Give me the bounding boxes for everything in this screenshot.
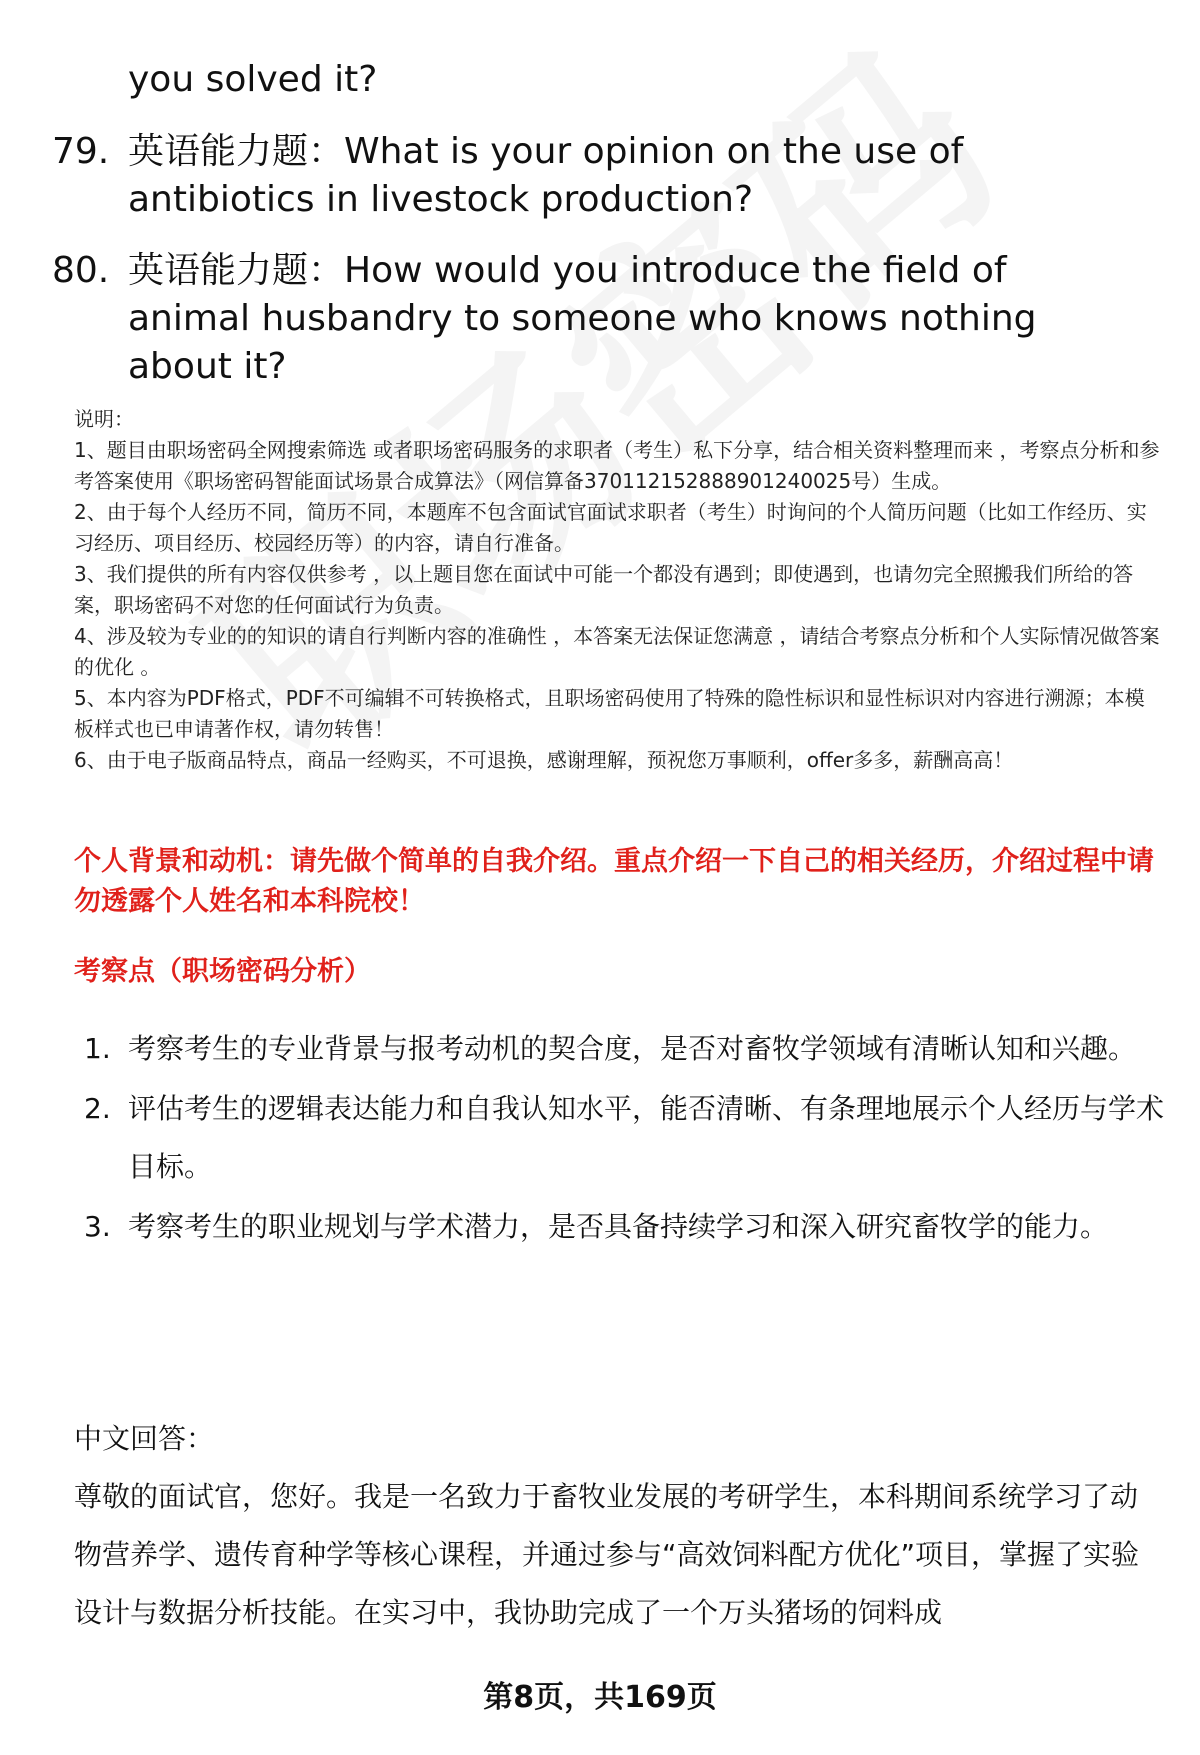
- answer-text: 尊敬的面试官，您好。我是一名致力于畜牧业发展的考研学生，本科期间系统学习了动物营养学、遗传育种学等核心课程，并通过参与“高效饲料配方优化”项目，掌握了实验设计与数据分析技能。在实习中，我协助完成了一个万头猪场的饲料成: [74, 1480, 1140, 1629]
- point-number: 1.: [84, 1032, 111, 1065]
- point-number: 3.: [84, 1210, 111, 1243]
- question-79: [52, 128, 1152, 228]
- question-number: 80.: [52, 250, 110, 291]
- analysis-point: [74, 1080, 1164, 1196]
- question-text: 英语能力题：How would you introduce the field of animal husbandry to someone who knows nothing about it?: [128, 250, 1037, 387]
- point-number: 2.: [84, 1092, 111, 1125]
- analysis-title: 考察点（职场密码分析）: [74, 956, 371, 987]
- answer-section: [74, 1410, 1164, 1642]
- note-item: 3、我们提供的所有内容仅供参考 ，以上题目您在面试中可能一个都没有遇到；即使遇到，也请勿完全照搬我们所给的答案，职场密码不对您的任何面试行为负责。: [74, 562, 1134, 617]
- question-text: 英语能力题：What is your opinion on the use of antibiotics in livestock production?: [128, 131, 964, 220]
- question-number: 79.: [52, 131, 110, 172]
- answer-title: 中文回答：: [74, 1422, 215, 1455]
- analysis-point: [74, 1020, 1164, 1078]
- notes-title: 说明：: [74, 407, 134, 431]
- page-footer: 第8页，共169页: [483, 1680, 717, 1715]
- note-item: 2、由于每个人经历不同，简历不同，本题库不包含面试官面试求职者（考生）时询问的个人简历问题（比如工作经历、实习经历、项目经历、校园经历等）的内容，请自行准备。: [74, 500, 1147, 555]
- note-item: 6、由于电子版商品特点，商品一经购买，不可退换，感谢理解，预祝您万事顺利，offer多多，薪酬高高！: [74, 748, 1014, 772]
- analysis-points-list: [74, 1020, 1164, 1258]
- disclaimer-notes: [74, 404, 1164, 776]
- analysis-point: [74, 1198, 1164, 1256]
- point-text: 评估考生的逻辑表达能力和自我认知水平，能否清晰、有条理地展示个人经历与学术目标。: [128, 1092, 1165, 1183]
- point-text: 考察考生的职业规划与学术潜力，是否具备持续学习和深入研究畜牧学的能力。: [128, 1210, 1109, 1243]
- question-78-continuation: you solved it?: [128, 59, 378, 100]
- section-question-heading: 个人背景和动机：请先做个简单的自我介绍。重点介绍一下自己的相关经历，介绍过程中请勿透露个人姓名和本科院校！: [74, 846, 1154, 917]
- note-item: 1、题目由职场密码全网搜索筛选 或者职场密码服务的求职者（考生）私下分享，结合相关资料整理而来 ，考察点分析和参考答案使用《职场密码智能面试场景合成算法》（网信算备370112152888901240025号）生成。: [74, 438, 1160, 493]
- point-text: 考察考生的专业背景与报考动机的契合度，是否对畜牧学领域有清晰认知和兴趣。: [128, 1032, 1137, 1065]
- question-80: [52, 247, 1152, 387]
- note-item: 5、本内容为PDF格式，PDF不可编辑不可转换格式，且职场密码使用了特殊的隐性标识和显性标识对内容进行溯源；本模板样式也已申请著作权，请勿转售！: [74, 686, 1145, 741]
- note-item: 4、涉及较为专业的的知识的请自行判断内容的准确性 ，本答案无法保证您满意 ，请结合考察点分析和个人实际情况做答案的优化 。: [74, 624, 1160, 679]
